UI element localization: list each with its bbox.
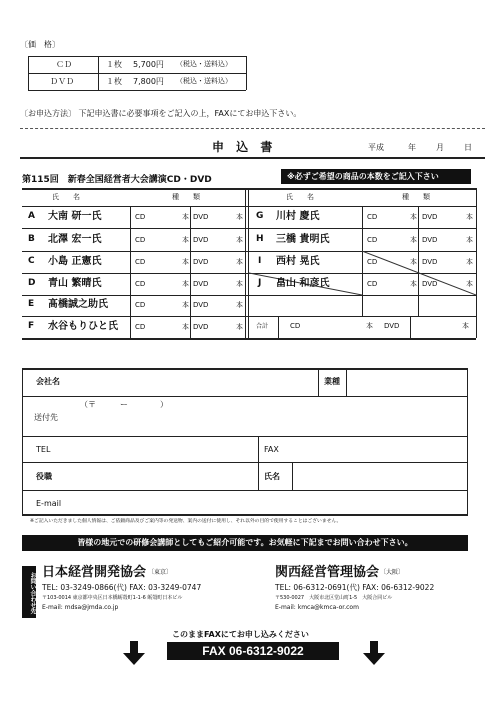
- industry-label: 業種: [324, 377, 340, 386]
- price-row-dvd-price: 7,800円: [133, 77, 164, 86]
- date-heisei: 平成: [368, 143, 384, 152]
- speaker-name: 三橋 貴明氏: [276, 234, 330, 245]
- event-title: 第115回 新春全国経営者大会講演CD・DVD: [22, 175, 212, 185]
- email-input[interactable]: [76, 494, 464, 512]
- east-org-tag: 〔東京〕: [148, 569, 173, 576]
- address-label: 送付先: [34, 413, 58, 422]
- price-row-cd-note: （税込・送料込）: [176, 60, 232, 68]
- speaker-name: 畠山 和彦氏: [276, 278, 330, 289]
- date-day: 日: [464, 143, 472, 152]
- arrow-down-icon: [122, 641, 146, 665]
- date-year: 年: [408, 143, 416, 152]
- cd-qty-input[interactable]: [380, 275, 408, 293]
- dvd-qty-input[interactable]: [440, 253, 464, 271]
- dvd-qty-input[interactable]: [210, 297, 234, 315]
- price-row-cd-media: ＣＤ: [56, 60, 72, 69]
- dvd-qty-input[interactable]: [210, 230, 234, 248]
- header-type-left: 種 類: [172, 193, 200, 201]
- east-email: E-mail: mdsa@jmda.co.jp: [42, 604, 119, 611]
- tel-input[interactable]: [60, 440, 254, 460]
- position-input[interactable]: [60, 466, 254, 488]
- company-input[interactable]: [80, 372, 314, 394]
- speaker-name: 小島 正憲氏: [48, 256, 102, 267]
- cd-qty-input[interactable]: [380, 208, 408, 226]
- price-row-cd-qty: １枚: [106, 60, 122, 69]
- fax-number: FAX 06-6312-9022: [167, 642, 339, 660]
- arrow-down-icon: [362, 641, 386, 665]
- dvd-qty-input[interactable]: [210, 275, 234, 293]
- total-label: 合計: [256, 323, 269, 330]
- cd-qty-input[interactable]: [380, 253, 408, 271]
- east-tel-fax: TEL: 03-3249-0866(代) FAX: 03-3249-0747: [42, 583, 202, 592]
- west-org-name: 関西経営管理協会: [275, 565, 380, 580]
- cd-qty-input[interactable]: [148, 230, 180, 248]
- referral-banner: 皆様の地元での研修会講師としてもご紹介可能です。お気軽に下記までお問い合わせ下さい。: [22, 535, 468, 551]
- privacy-note: ※ご記入いただきました個人情報は、ご依頼商品及びご案内等の発送物、案内の送付に使用し、それ以外の目的で使用することはございません。: [30, 519, 342, 524]
- cd-qty-input[interactable]: [148, 297, 180, 315]
- price-row-dvd-note: （税込・送料込）: [176, 77, 232, 85]
- cd-qty-input[interactable]: [148, 275, 180, 293]
- price-title: 〔価 格〕: [20, 40, 60, 49]
- price-row-cd-price: 5,700円: [133, 60, 164, 69]
- header-type-right: 種 類: [402, 193, 430, 201]
- date-month: 月: [436, 143, 444, 152]
- fax-caption: このままFAXにてお申し込みください: [172, 630, 309, 639]
- fax-input[interactable]: [290, 440, 464, 460]
- dvd-qty-input[interactable]: [440, 208, 464, 226]
- cd-qty-input[interactable]: [380, 230, 408, 248]
- inquiry-label: お問い合わせ先: [22, 566, 36, 618]
- header-name-right: 氏 名: [286, 193, 314, 201]
- speaker-name: 西村 晃氏: [276, 256, 320, 267]
- price-row-dvd-media: ＤＶＤ: [50, 77, 74, 86]
- industry-input[interactable]: [350, 372, 464, 394]
- speaker-name: 水谷もりひと氏: [48, 321, 118, 332]
- price-row-dvd-qty: １枚: [106, 77, 122, 86]
- email-label: E-mail: [36, 499, 62, 508]
- apply-method: 〔お申込方法〕 下記申込書に必要事項をご記入の上，FAXにてお申込下さい。: [20, 109, 302, 118]
- dvd-qty-input[interactable]: [440, 230, 464, 248]
- cd-qty-input[interactable]: [148, 253, 180, 271]
- cd-qty-input[interactable]: [148, 318, 180, 336]
- form-title: 申 込 書: [212, 140, 277, 154]
- speaker-name: 大南 研一氏: [48, 211, 102, 222]
- speaker-name: 青山 繁晴氏: [48, 278, 102, 289]
- company-label: 会社名: [36, 377, 60, 386]
- west-email: E-mail: kmca@kmca-or.com: [275, 604, 359, 611]
- speaker-name: 北澤 宏一氏: [48, 234, 102, 245]
- tel-label: TEL: [36, 445, 51, 454]
- address-input[interactable]: [80, 411, 464, 433]
- dvd-qty-input[interactable]: [210, 318, 234, 336]
- name-input[interactable]: [296, 466, 464, 488]
- west-address: 〒530-0027 大阪市北区堂山町1-5 大阪合同ビル: [275, 595, 393, 601]
- speaker-name: 川村 慶氏: [276, 211, 320, 222]
- position-label: 役職: [36, 472, 52, 481]
- header-name-left: 氏 名: [52, 193, 80, 201]
- dvd-qty-input[interactable]: [440, 275, 464, 293]
- west-tel-fax: TEL: 06-6312-0691(代) FAX: 06-6312-9022: [275, 583, 435, 592]
- cd-qty-input[interactable]: [148, 208, 180, 226]
- total-dvd-input[interactable]: [412, 318, 460, 336]
- fax-label: FAX: [264, 445, 279, 454]
- west-org-tag: 〔大阪〕: [380, 569, 405, 576]
- postal-label: （〒 ー ）: [80, 400, 168, 409]
- east-org-name: 日本経営開発協会: [42, 565, 147, 580]
- dvd-qty-input[interactable]: [210, 208, 234, 226]
- east-address: 〒103-0014 東京都中央区日本橋蛎殻町1-1-6 蛎殻町日本ビル: [42, 595, 183, 601]
- dvd-qty-input[interactable]: [210, 253, 234, 271]
- total-cd-input[interactable]: [305, 318, 363, 336]
- name-label: 氏名: [264, 472, 280, 481]
- speaker-name: 髙橋誠之助氏: [48, 299, 108, 310]
- notice-badge: ※必ずご希望の商品の本数をご記入下さい: [281, 169, 471, 184]
